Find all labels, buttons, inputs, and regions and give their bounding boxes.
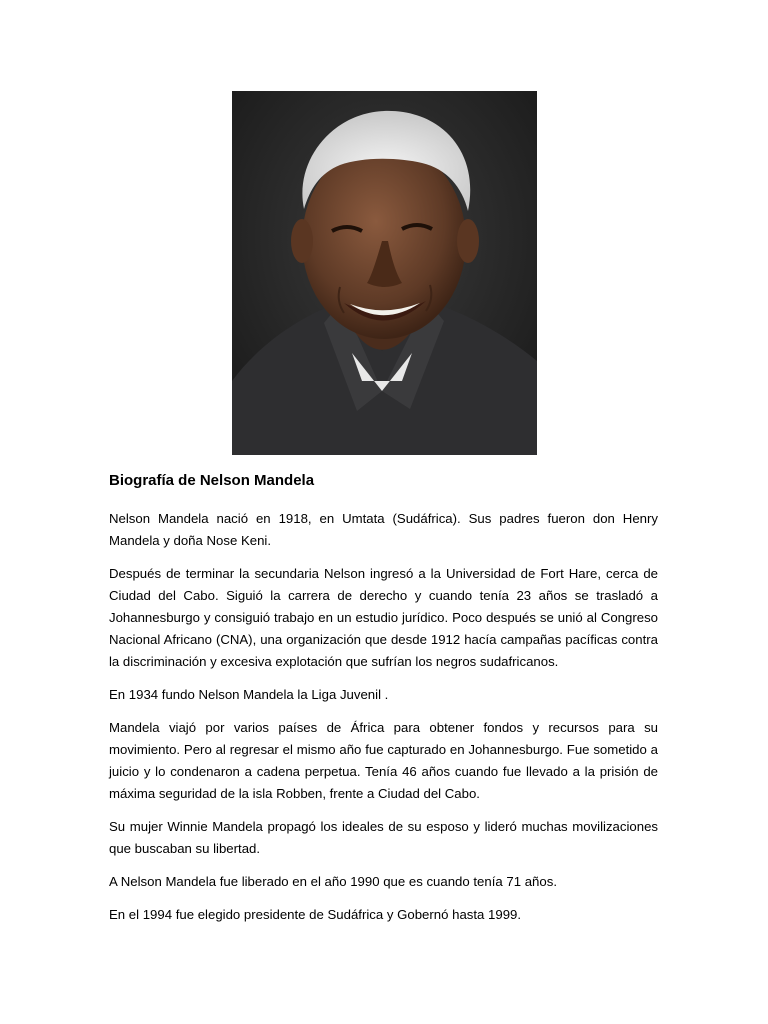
portrait-photo — [232, 91, 537, 455]
paragraph: A Nelson Mandela fue liberado en el año 1990 que es cuando tenía 71 años. — [109, 874, 557, 889]
document-title: Biografía de Nelson Mandela — [109, 472, 315, 489]
paragraph: Mandela viajó por varios países de África para obtener fondos y recursos para su movimiento. Pero al regresar el mismo año fue capturado en Johannesburgo. Fue sometido a juicio y lo condenaron a cadena perpetua. Tenía 46 años cuando fue llevado a la prisión de máxima seguridad de la isla Robben, frente a Ciudad del Cabo. — [109, 720, 658, 801]
paragraph: En 1934 fundo Nelson Mandela la Liga Juvenil . — [109, 687, 389, 702]
paragraph: Después de terminar la secundaria Nelson ingresó a la Universidad de Fort Hare, cerca de Ciudad del Cabo. Siguió la carrera de derecho y cuando tenía 23 años se trasladó a Johannesburgo y consiguió trabajo en un estudio jurídico. Poco después se unió al Congreso Nacional Africano (CNA), una organización que desde 1912 hacía campañas pacíficas contra la discriminación y excesiva explotación que sufrían los negros sudafricanos. — [109, 566, 658, 669]
biography-content — [109, 470, 658, 937]
paragraph: Su mujer Winnie Mandela propagó los ideales de su esposo y lideró muchas movilizaciones que buscaban su libertad. — [109, 819, 658, 856]
paragraph: Nelson Mandela nació en 1918, en Umtata (Sudáfrica). Sus padres fueron don Henry Mandela y doña Nose Keni. — [109, 511, 658, 548]
paragraph: En el 1994 fue elegido presidente de Sudáfrica y Gobernó hasta 1999. — [109, 907, 522, 922]
